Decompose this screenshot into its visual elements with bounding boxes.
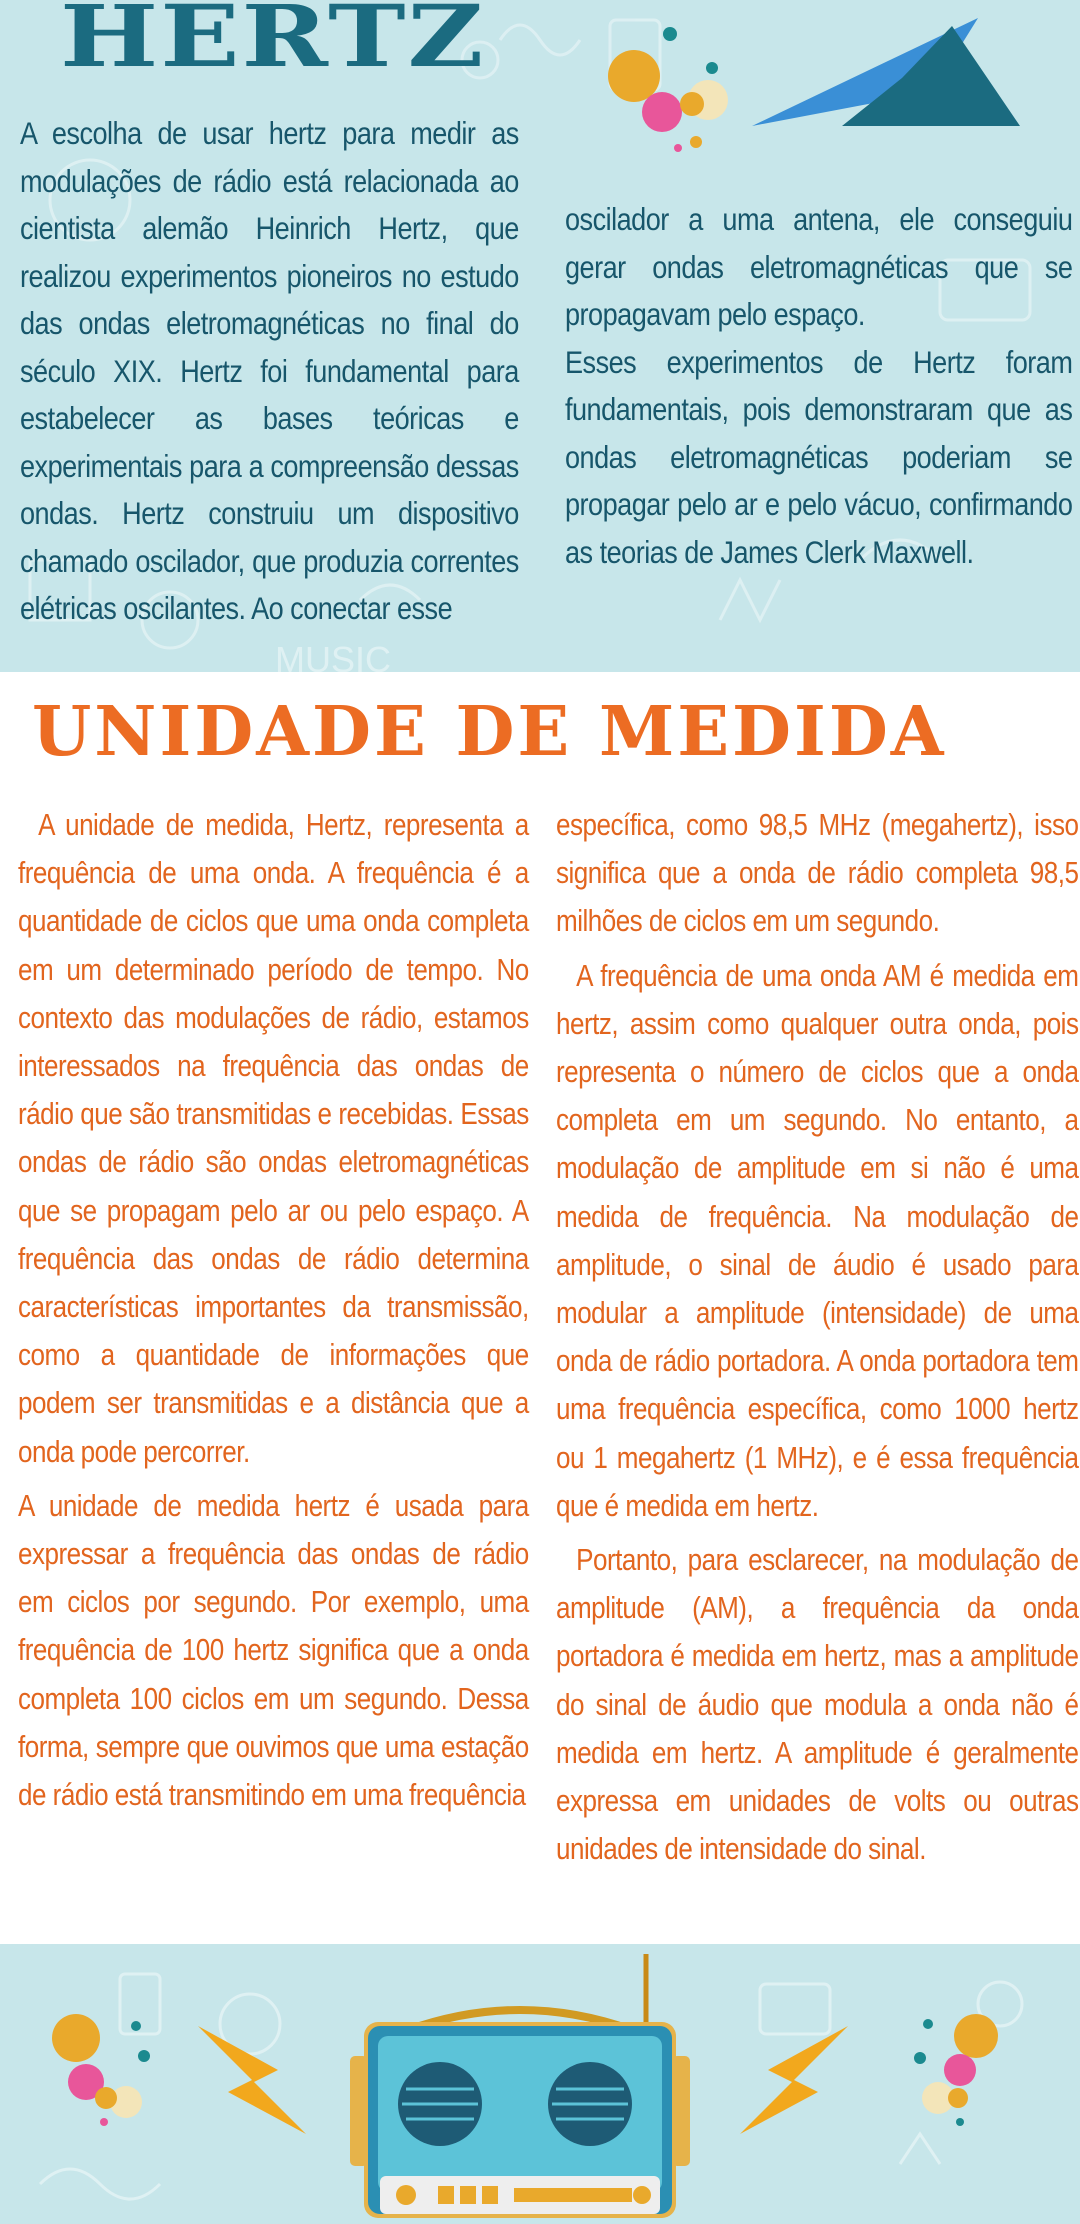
unidade-paragraph-3: específica, como 98,5 MHz (megahertz), isso significa que a onda de rádio completa 98,5 milhões de ciclos em um segundo.	[556, 807, 1079, 939]
dots-cluster-icon	[590, 20, 740, 160]
hertz-paragraph-3: Esses experimentos de Hertz foram fundamentais, pois demonstraram que as ondas eletromagnéticas poderiam se propagar pelo ar e pelo vácuo, confirmando as teorias de James Clerk Maxwell.	[565, 343, 1073, 570]
radio-icon	[350, 1944, 690, 2224]
hertz-column-1	[20, 110, 519, 633]
hertz-column-2	[565, 196, 1072, 576]
hertz-paragraph-2: oscilador a uma antena, ele conseguiu gerar ondas eletromagnéticas que se propagavam pelo espaço.	[565, 201, 1073, 332]
unidade-paragraph-4: A frequência de uma onda AM é medida em hertz, assim como qualquer outra onda, pois representa o número de ciclos que a onda completa em um segundo. No entanto, a modulação de amplitude em si não é uma medida de frequência. Na modulação de amplitude, o sinal de áudio é usado para modular a amplitude (intensidade) de uma onda de rádio portadora. A onda portadora tem uma frequência específica, como 1000 hertz ou 1 megahertz (1 MHz), e é essa frequência que é medida em hertz.	[556, 957, 1079, 1523]
hertz-paragraph-1: A escolha de usar hertz para medir as modulações de rádio está relacionada ao cientista alemão Heinrich Hertz, que realizou experimentos pioneiros no estudo das ondas eletromagnéticas no final do século XIX. Hertz foi fundamental para estabelecer as bases teóricas e experimentais para a compreensão dessas ondas. Hertz construiu um dispositivo chamado oscilador, que produzia correntes elétricas oscilantes. Ao conectar esse	[20, 115, 519, 626]
unidade-column-1	[18, 801, 529, 1819]
hertz-title: HERTZ	[60, 0, 486, 87]
lightning-bolt-icon	[740, 2026, 850, 2136]
paper-plane-icon	[752, 8, 1032, 138]
lightning-bolt-icon	[198, 2026, 308, 2136]
unidade-paragraph-2: A unidade de medida hertz é usada para expressar a frequência das ondas de rádio em ciclos por segundo. Por exemplo, uma frequência de 100 hertz significa que a onda completa 100 ciclos em um segundo. Dessa forma, sempre que ouvimos que uma estação de rádio está transmitindo em uma frequência	[18, 1487, 529, 1813]
radio-footer	[0, 1944, 1080, 2224]
unidade-column-2	[556, 801, 1078, 1873]
dots-cluster-icon	[900, 2006, 1030, 2126]
watermark-text: MUSIC	[275, 639, 391, 672]
unidade-title: UNIDADE DE MEDIDA	[32, 692, 947, 772]
hertz-section	[0, 0, 1080, 672]
dots-cluster-icon	[44, 2006, 174, 2126]
unidade-paragraph-1: A unidade de medida, Hertz, representa a frequência de uma onda. A frequência é a quantidade de ciclos que uma onda completa em um determinado período de tempo. No contexto das modulações de rádio, estamos interessados na frequência das ondas de rádio que são transmitidas e recebidas. Essas ondas de rádio são ondas eletromagnéticas que se propagam pelo ar ou pelo espaço. A frequência das ondas de rádio determina características importantes da transmissão, como a quantidade de informações que podem ser transmitidas e a distância que a onda pode percorrer.	[18, 807, 529, 1469]
unidade-paragraph-5: Portanto, para esclarecer, na modulação de amplitude (AM), a frequência da onda portadora é medida em hertz, mas a amplitude do sinal de áudio que modula a onda não é medida em hertz. A amplitude é geralmente expressa em unidades de volts ou outras unidades de intensidade do sinal.	[556, 1542, 1079, 1867]
